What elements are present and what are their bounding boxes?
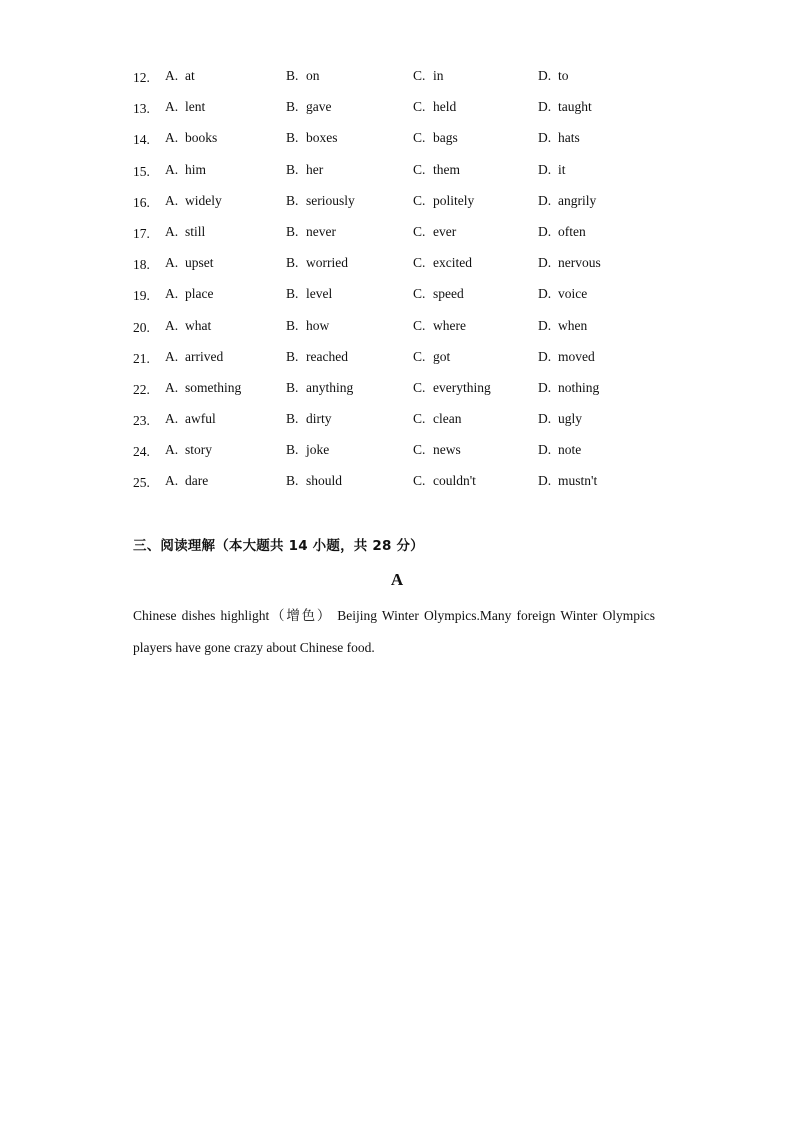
option-letter: C. bbox=[413, 130, 426, 146]
option-d bbox=[538, 403, 582, 434]
option-letter: D. bbox=[538, 161, 552, 177]
question-number: 21. bbox=[133, 350, 150, 366]
option-text: story bbox=[185, 442, 212, 458]
option-c bbox=[413, 278, 464, 309]
option-letter: D. bbox=[538, 223, 552, 239]
question-row bbox=[0, 465, 794, 496]
cloze-options-list bbox=[0, 60, 794, 497]
question-row bbox=[0, 216, 794, 247]
option-d bbox=[538, 216, 586, 247]
question-number: 15. bbox=[133, 163, 150, 179]
option-text: often bbox=[558, 223, 586, 239]
option-text: held bbox=[433, 99, 457, 115]
question-number: 13. bbox=[133, 101, 150, 117]
option-letter: A. bbox=[165, 223, 179, 239]
option-text: worried bbox=[306, 255, 348, 271]
option-c bbox=[413, 154, 460, 185]
option-a bbox=[165, 310, 211, 341]
option-text: her bbox=[306, 161, 324, 177]
question-row bbox=[0, 60, 794, 91]
option-text: speed bbox=[433, 286, 464, 302]
option-text: got bbox=[433, 348, 451, 364]
option-letter: C. bbox=[413, 68, 426, 83]
option-text: mustn't bbox=[558, 473, 598, 489]
option-letter: A. bbox=[165, 68, 179, 83]
option-letter: B. bbox=[286, 192, 299, 208]
option-text: dirty bbox=[306, 411, 332, 427]
option-text: never bbox=[306, 223, 336, 239]
option-letter: B. bbox=[286, 161, 299, 177]
option-b bbox=[286, 403, 332, 434]
question-number: 16. bbox=[133, 194, 150, 210]
option-text: what bbox=[185, 317, 212, 333]
option-text: when bbox=[558, 317, 588, 333]
option-b bbox=[286, 465, 342, 496]
option-letter: A. bbox=[165, 379, 179, 395]
option-letter: D. bbox=[538, 130, 552, 146]
option-b bbox=[286, 60, 320, 91]
question-row bbox=[0, 278, 794, 309]
option-a bbox=[165, 122, 217, 153]
option-text: anything bbox=[306, 379, 354, 395]
option-text: him bbox=[185, 161, 207, 177]
option-text: taught bbox=[558, 99, 592, 115]
option-a bbox=[165, 434, 212, 465]
option-text: it bbox=[558, 161, 566, 177]
option-c bbox=[413, 434, 461, 465]
passage-label: A bbox=[390, 570, 404, 589]
option-letter: A. bbox=[165, 286, 179, 302]
option-text: politely bbox=[433, 192, 475, 208]
option-letter: B. bbox=[286, 348, 299, 364]
option-d bbox=[538, 91, 592, 122]
option-text: books bbox=[185, 130, 218, 146]
option-letter: D. bbox=[538, 411, 552, 427]
option-text: everything bbox=[433, 379, 491, 395]
option-letter: A. bbox=[165, 348, 179, 364]
option-b bbox=[286, 247, 348, 278]
option-text: something bbox=[185, 379, 242, 395]
option-letter: A. bbox=[165, 442, 179, 458]
question-number: 24. bbox=[133, 444, 150, 460]
question-number: 25. bbox=[133, 475, 150, 491]
option-b bbox=[286, 122, 338, 153]
option-text: seriously bbox=[306, 192, 355, 208]
option-d bbox=[538, 434, 581, 465]
option-a bbox=[165, 403, 216, 434]
option-letter: C. bbox=[413, 473, 426, 489]
option-letter: D. bbox=[538, 192, 552, 208]
option-text: reached bbox=[306, 348, 348, 364]
option-text: nothing bbox=[558, 379, 600, 395]
option-letter: B. bbox=[286, 411, 299, 427]
option-c bbox=[413, 465, 476, 496]
option-text: where bbox=[433, 317, 466, 333]
option-letter: B. bbox=[286, 223, 299, 239]
option-b bbox=[286, 434, 329, 465]
option-text: note bbox=[558, 442, 582, 458]
question-number: 14. bbox=[133, 132, 150, 148]
option-letter: D. bbox=[538, 99, 552, 115]
option-letter: D. bbox=[538, 255, 552, 271]
option-letter: C. bbox=[413, 348, 426, 364]
option-text: in bbox=[433, 68, 444, 83]
option-d bbox=[538, 60, 569, 91]
option-text: hats bbox=[558, 130, 580, 146]
option-letter: C. bbox=[413, 411, 426, 427]
option-text: ever bbox=[433, 223, 457, 239]
option-letter: B. bbox=[286, 473, 299, 489]
question-row bbox=[0, 403, 794, 434]
question-row bbox=[0, 154, 794, 185]
option-letter: C. bbox=[413, 223, 426, 239]
option-c bbox=[413, 91, 456, 122]
option-letter: B. bbox=[286, 442, 299, 458]
option-text: widely bbox=[185, 192, 222, 208]
option-c bbox=[413, 185, 474, 216]
option-text: boxes bbox=[306, 130, 338, 146]
question-row bbox=[0, 185, 794, 216]
option-letter: A. bbox=[165, 317, 179, 333]
option-a bbox=[165, 341, 223, 372]
question-number: 18. bbox=[133, 257, 150, 273]
option-text: should bbox=[306, 473, 343, 489]
option-letter: C. bbox=[413, 379, 426, 395]
option-c bbox=[413, 372, 491, 403]
question-row bbox=[0, 247, 794, 278]
option-d bbox=[538, 465, 597, 496]
option-letter: C. bbox=[413, 255, 426, 271]
option-b bbox=[286, 341, 348, 372]
option-letter: D. bbox=[538, 348, 552, 364]
option-b bbox=[286, 372, 353, 403]
option-b bbox=[286, 278, 332, 309]
option-b bbox=[286, 91, 331, 122]
question-row bbox=[0, 91, 794, 122]
option-text: at bbox=[185, 68, 195, 83]
passage-text: Chinese dishes highlight（增色） Beijing Winter Olympics.Many foreign Winter Olympics players have gone crazy about Chinese food. bbox=[133, 608, 655, 655]
option-text: bags bbox=[433, 130, 458, 146]
option-d bbox=[538, 122, 580, 153]
option-c bbox=[413, 310, 466, 341]
option-c bbox=[413, 247, 472, 278]
option-text: ugly bbox=[558, 411, 583, 427]
question-row bbox=[0, 310, 794, 341]
option-text: joke bbox=[306, 442, 330, 458]
option-text: lent bbox=[185, 99, 206, 115]
option-text: arrived bbox=[185, 348, 224, 364]
option-a bbox=[165, 154, 206, 185]
option-text: them bbox=[433, 161, 460, 177]
option-letter: C. bbox=[413, 99, 426, 115]
option-d bbox=[538, 341, 595, 372]
question-number: 12. bbox=[133, 70, 150, 85]
option-letter: A. bbox=[165, 161, 179, 177]
option-text: on bbox=[306, 68, 320, 83]
option-text: place bbox=[185, 286, 214, 302]
option-letter: D. bbox=[538, 68, 552, 83]
option-b bbox=[286, 154, 323, 185]
option-a bbox=[165, 278, 213, 309]
option-text: news bbox=[433, 442, 461, 458]
option-a bbox=[165, 216, 205, 247]
option-text: clean bbox=[433, 411, 462, 427]
option-b bbox=[286, 185, 355, 216]
option-text: upset bbox=[185, 255, 214, 271]
option-text: level bbox=[306, 286, 333, 302]
option-b bbox=[286, 310, 329, 341]
question-row bbox=[0, 434, 794, 465]
option-text: excited bbox=[433, 255, 472, 271]
option-letter: A. bbox=[165, 411, 179, 427]
question-number: 19. bbox=[133, 288, 150, 304]
option-letter: D. bbox=[538, 473, 552, 489]
option-text: voice bbox=[558, 286, 588, 302]
option-c bbox=[413, 122, 458, 153]
option-c bbox=[413, 60, 444, 91]
option-letter: D. bbox=[538, 379, 552, 395]
question-number: 23. bbox=[133, 413, 150, 429]
option-c bbox=[413, 341, 450, 372]
option-letter: C. bbox=[413, 317, 426, 333]
option-letter: B. bbox=[286, 317, 299, 333]
option-a bbox=[165, 465, 208, 496]
option-letter: D. bbox=[538, 317, 552, 333]
option-text: gave bbox=[306, 99, 332, 115]
option-letter: A. bbox=[165, 130, 179, 146]
option-text: angrily bbox=[558, 192, 597, 208]
option-text: moved bbox=[558, 348, 595, 364]
option-a bbox=[165, 91, 205, 122]
option-text: nervous bbox=[558, 255, 601, 271]
option-letter: B. bbox=[286, 68, 299, 83]
option-letter: A. bbox=[165, 473, 179, 489]
option-d bbox=[538, 278, 587, 309]
option-text: to bbox=[558, 68, 569, 83]
option-a bbox=[165, 60, 195, 91]
option-a bbox=[165, 185, 222, 216]
option-a bbox=[165, 247, 214, 278]
question-number: 20. bbox=[133, 319, 150, 335]
option-letter: A. bbox=[165, 192, 179, 208]
option-text: still bbox=[185, 223, 206, 239]
question-row bbox=[0, 341, 794, 372]
section-heading: 三、阅读理解（本大题共 14 小题，共 28 分） bbox=[133, 538, 424, 554]
option-text: couldn't bbox=[433, 473, 476, 489]
option-letter: C. bbox=[413, 161, 426, 177]
question-number: 17. bbox=[133, 225, 150, 241]
option-d bbox=[538, 185, 596, 216]
option-d bbox=[538, 310, 587, 341]
option-text: how bbox=[306, 317, 330, 333]
option-letter: B. bbox=[286, 255, 299, 271]
option-letter: B. bbox=[286, 379, 299, 395]
option-c bbox=[413, 216, 456, 247]
question-number: 22. bbox=[133, 381, 150, 397]
option-d bbox=[538, 372, 599, 403]
option-text: awful bbox=[185, 411, 216, 427]
option-a bbox=[165, 372, 241, 403]
option-b bbox=[286, 216, 336, 247]
option-text: dare bbox=[185, 473, 209, 489]
option-c bbox=[413, 403, 461, 434]
question-row bbox=[0, 372, 794, 403]
option-d bbox=[538, 247, 601, 278]
option-d bbox=[538, 154, 566, 185]
option-letter: B. bbox=[286, 130, 299, 146]
option-letter: B. bbox=[286, 99, 299, 115]
option-letter: A. bbox=[165, 255, 179, 271]
option-letter: C. bbox=[413, 192, 426, 208]
option-letter: D. bbox=[538, 286, 552, 302]
option-letter: A. bbox=[165, 99, 179, 115]
option-letter: B. bbox=[286, 286, 299, 302]
option-letter: C. bbox=[413, 286, 426, 302]
option-letter: C. bbox=[413, 442, 426, 458]
option-letter: D. bbox=[538, 442, 552, 458]
question-row bbox=[0, 122, 794, 153]
